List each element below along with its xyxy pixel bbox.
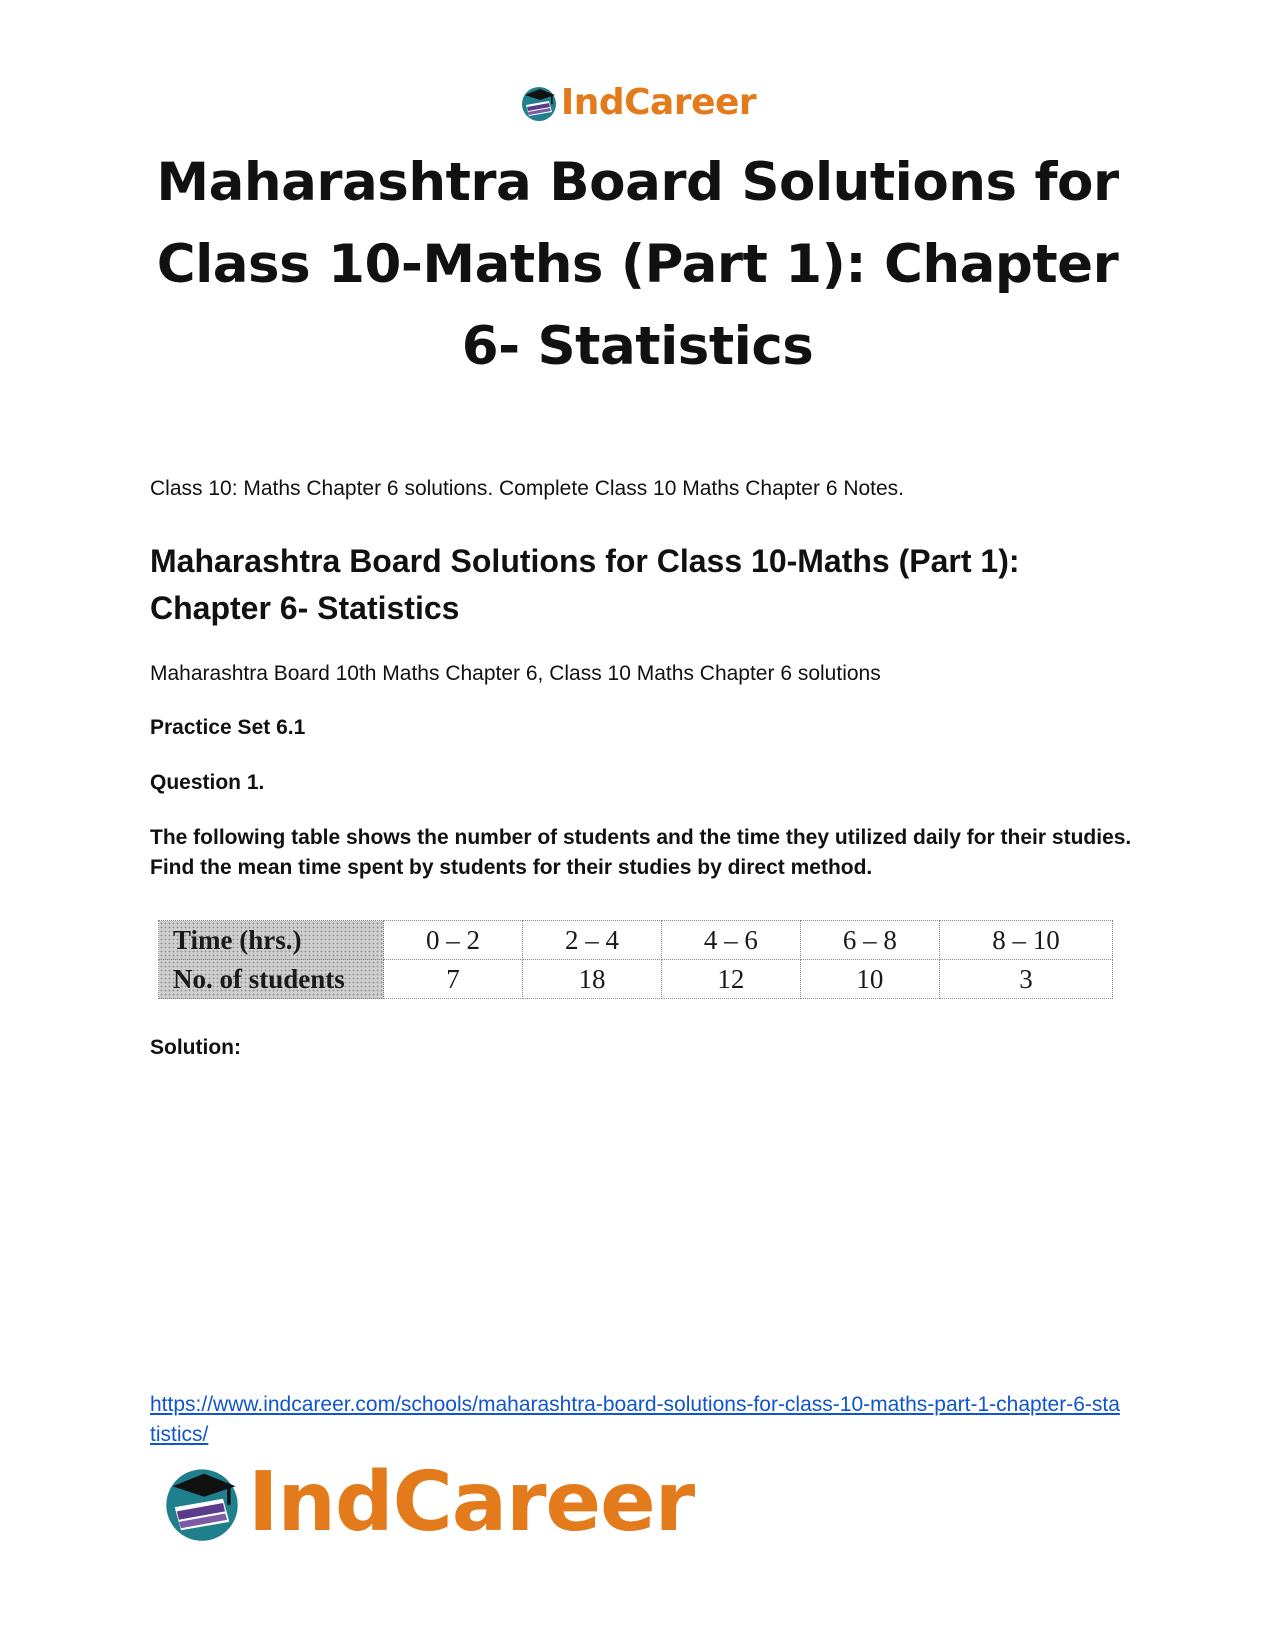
brand-logo-bottom xyxy=(160,1455,695,1550)
table-row xyxy=(159,921,1113,960)
frequency-table xyxy=(158,920,1113,999)
table-row-header: No. of students xyxy=(159,960,384,999)
practice-set-label: Practice Set 6.1 xyxy=(150,716,306,739)
brand-name-top: IndCareer xyxy=(560,82,757,123)
table-cell: 10 xyxy=(800,960,939,999)
table-cell: 8 – 10 xyxy=(939,921,1112,960)
table-row-header: Time (hrs.) xyxy=(159,921,384,960)
solution-label: Solution: xyxy=(150,1036,241,1059)
intro-text: Class 10: Maths Chapter 6 solutions. Complete Class 10 Maths Chapter 6 Notes. xyxy=(150,477,905,500)
section-heading: Maharashtra Board Solutions for Class 10-Maths (Part 1): Chapter 6- Statistics xyxy=(150,543,1020,626)
question-text: The following table shows the number of students and the time they utilized daily for their studies. Find the mean time spent by students for their studies by direct method. xyxy=(150,826,1132,879)
table-cell: 6 – 8 xyxy=(800,921,939,960)
keywords-text: Maharashtra Board 10th Maths Chapter 6, Class 10 Maths Chapter 6 solutions xyxy=(150,662,881,685)
book-graduation-cap-icon xyxy=(160,1461,244,1545)
brand-name-bottom: IndCareer xyxy=(248,1455,695,1550)
book-graduation-cap-icon xyxy=(519,83,559,123)
brand-logo-top xyxy=(0,82,1275,123)
source-url-link[interactable]: https://www.indcareer.com/schools/maharashtra-board-solutions-for-class-10-maths-part-1-chapter-6-statistics/ xyxy=(150,1393,1120,1446)
table-cell: 3 xyxy=(939,960,1112,999)
table-cell: 7 xyxy=(384,960,523,999)
question-number: Question 1. xyxy=(150,771,265,794)
table-cell: 2 – 4 xyxy=(522,921,661,960)
page-title: Maharashtra Board Solutions for Class 10-Maths (Part 1): Chapter 6- Statistics xyxy=(156,152,1119,377)
table-row xyxy=(159,960,1113,999)
table-cell: 12 xyxy=(661,960,800,999)
table-cell: 18 xyxy=(522,960,661,999)
table-cell: 0 – 2 xyxy=(384,921,523,960)
table-cell: 4 – 6 xyxy=(661,921,800,960)
